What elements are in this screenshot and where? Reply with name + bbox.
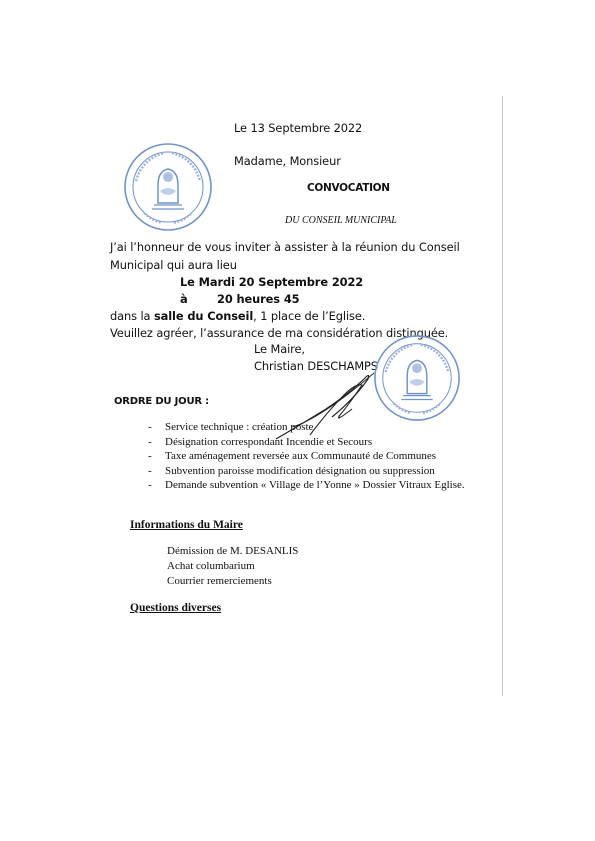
agenda-list [148, 420, 488, 493]
mairie-stamp-top [122, 141, 214, 233]
place-prefix: dans la [110, 309, 154, 323]
signature-name: Christian DESCHAMPS [254, 359, 378, 373]
invitation-line-1: J’ai l’honneur de vous inviter à assister à la réunion du Conseil [110, 240, 460, 254]
meeting-place [110, 309, 365, 323]
meeting-date: Le Mardi 20 Septembre 2022 [180, 275, 364, 289]
questions-heading: Questions diverses [130, 602, 222, 614]
agenda-item: - Demande subvention « Village de l’Yonne » Dossier Vitraux Eglise. [148, 478, 465, 493]
agenda-heading: ORDRE DU JOUR : [114, 396, 209, 407]
document-subtitle: DU CONSEIL MUNICIPAL [285, 215, 397, 226]
letter-date: Le 13 Septembre 2022 [234, 121, 363, 135]
signature-role: Le Maire, [254, 342, 305, 356]
agenda-item: - Service technique : création poste [148, 420, 488, 435]
invitation-line-2: Municipal qui aura lieu [110, 258, 237, 272]
agenda-item: - Taxe aménagement reversée aux Communauté de Communes [148, 449, 488, 464]
place-suffix: , 1 place de l’Eglise. [253, 309, 366, 323]
information-item: Démission de M. DESANLIS [167, 545, 299, 557]
document-title: CONVOCATION [307, 182, 390, 194]
meeting-at: à [180, 292, 188, 306]
information-item: Courrier remerciements [167, 575, 272, 587]
place-name: salle du Conseil [153, 309, 254, 323]
closing-line: Veuillez agréer, l’assurance de ma considération distinguée. [110, 326, 449, 340]
information-item: Achat columbarium [167, 560, 255, 572]
agenda-item: - Désignation correspondant Incendie et Secours [148, 435, 488, 450]
salutation: Madame, Monsieur [234, 154, 341, 168]
agenda-item: - Subvention paroisse modification désignation ou suppression [148, 464, 488, 479]
informations-heading: Informations du Maire [130, 519, 243, 531]
meeting-time: 20 heures 45 [217, 292, 300, 306]
scan-edge-line [502, 96, 503, 696]
